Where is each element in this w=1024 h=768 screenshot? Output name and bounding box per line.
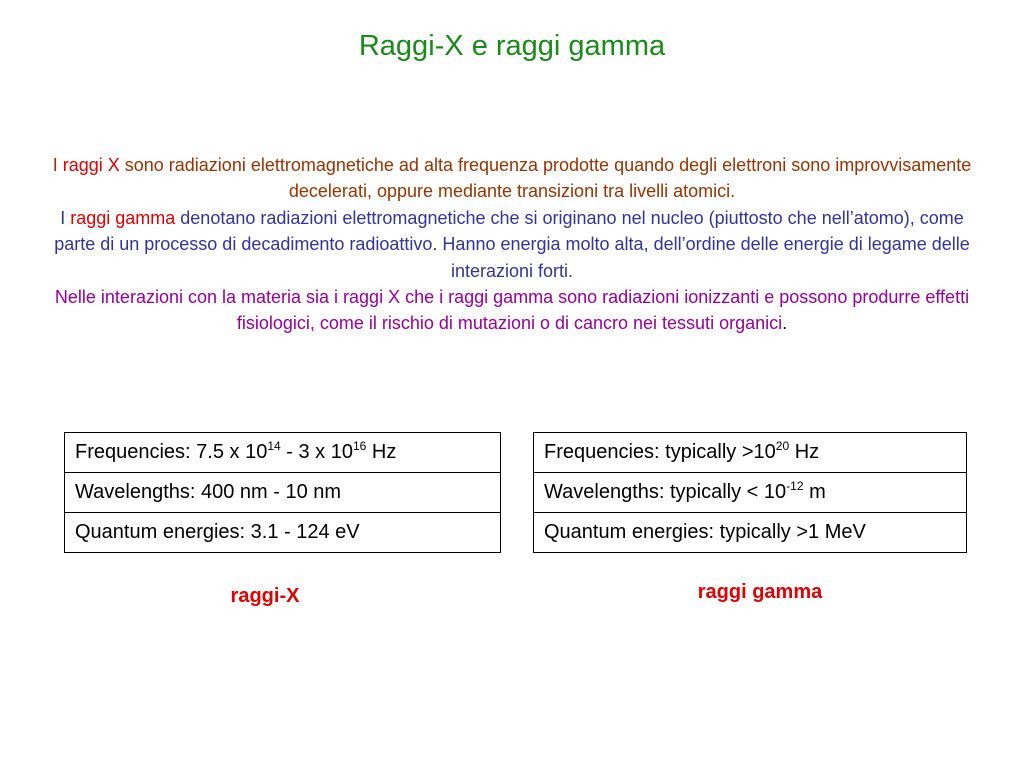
- gamma-wavelength-suffix: m: [803, 481, 826, 503]
- xray-wavelength-cell: Wavelengths: 400 nm - 10 nm: [65, 473, 501, 513]
- paragraph-xray-lead: I: [52, 155, 63, 175]
- paragraph-gamma-lead: I: [60, 207, 71, 228]
- xray-frequency-exp1: 14: [267, 439, 281, 453]
- body-text: [40, 152, 984, 337]
- gamma-frequency-cell: [534, 433, 967, 473]
- xray-table: [64, 432, 501, 553]
- paragraph-interactions-period: .: [782, 313, 788, 334]
- gamma-frequency-exp: 20: [775, 439, 790, 453]
- xray-frequency-suffix: Hz: [366, 441, 397, 463]
- gamma-energy-cell: Quantum energies: typically >1 MeV: [534, 513, 967, 553]
- table-row: [534, 473, 967, 513]
- paragraph-xray-text: sono radiazioni elettromagnetiche ad alta frequenza prodotte quando degli elettroni sono improvvisamente decelerati, oppure mediante transizioni tra livelli atomici.: [119, 155, 972, 202]
- paragraph-interactions: [40, 284, 984, 337]
- gamma-frequency-suffix: Hz: [789, 441, 820, 463]
- slide-title: Raggi-X e raggi gamma: [358, 30, 666, 62]
- xray-frequency-prefix: Frequencies: 7.5 x 10: [75, 441, 268, 463]
- gamma-frequency-prefix: Frequencies: typically >10: [544, 441, 776, 463]
- xray-frequency-cell: [65, 433, 501, 473]
- xray-energy-cell: Quantum energies: 3.1 - 124 eV: [65, 513, 501, 553]
- paragraph-gamma-text: denotano radiazioni elettromagnetiche che si originano nel nucleo (piuttosto che nell’atomo), come parte di un processo di decadimento radioattivo. Hanno energia molto alta, dell’ordine delle energie di legame delle interazioni forti.: [54, 207, 970, 281]
- table-row: [65, 473, 501, 513]
- paragraph-gamma: [40, 205, 984, 284]
- xray-frequency-exp2: 16: [352, 439, 367, 453]
- xray-caption: raggi-X: [230, 585, 300, 607]
- table-row: [65, 433, 501, 473]
- table-row: [534, 433, 967, 473]
- gamma-wavelength-exp: -12: [786, 479, 804, 493]
- table-row: [65, 513, 501, 553]
- paragraph-interactions-text: Nelle interazioni con la materia sia i raggi X che i raggi gamma sono radiazioni ionizzanti e possono produrre effetti fisiologici, come il rischio di mutazioni o di cancro nei tessuti organici: [54, 287, 970, 334]
- gamma-caption: raggi gamma: [697, 581, 823, 603]
- highlight-raggi-x: raggi X: [62, 155, 120, 175]
- gamma-table: [533, 432, 967, 553]
- paragraph-xray: [40, 152, 984, 205]
- table-row: [534, 513, 967, 553]
- gamma-wavelength-cell: [534, 473, 967, 513]
- gamma-wavelength-prefix: Wavelengths: typically < 10: [544, 481, 787, 503]
- highlight-raggi-gamma: raggi gamma: [70, 207, 176, 228]
- xray-frequency-middle: - 3 x 10: [280, 441, 353, 463]
